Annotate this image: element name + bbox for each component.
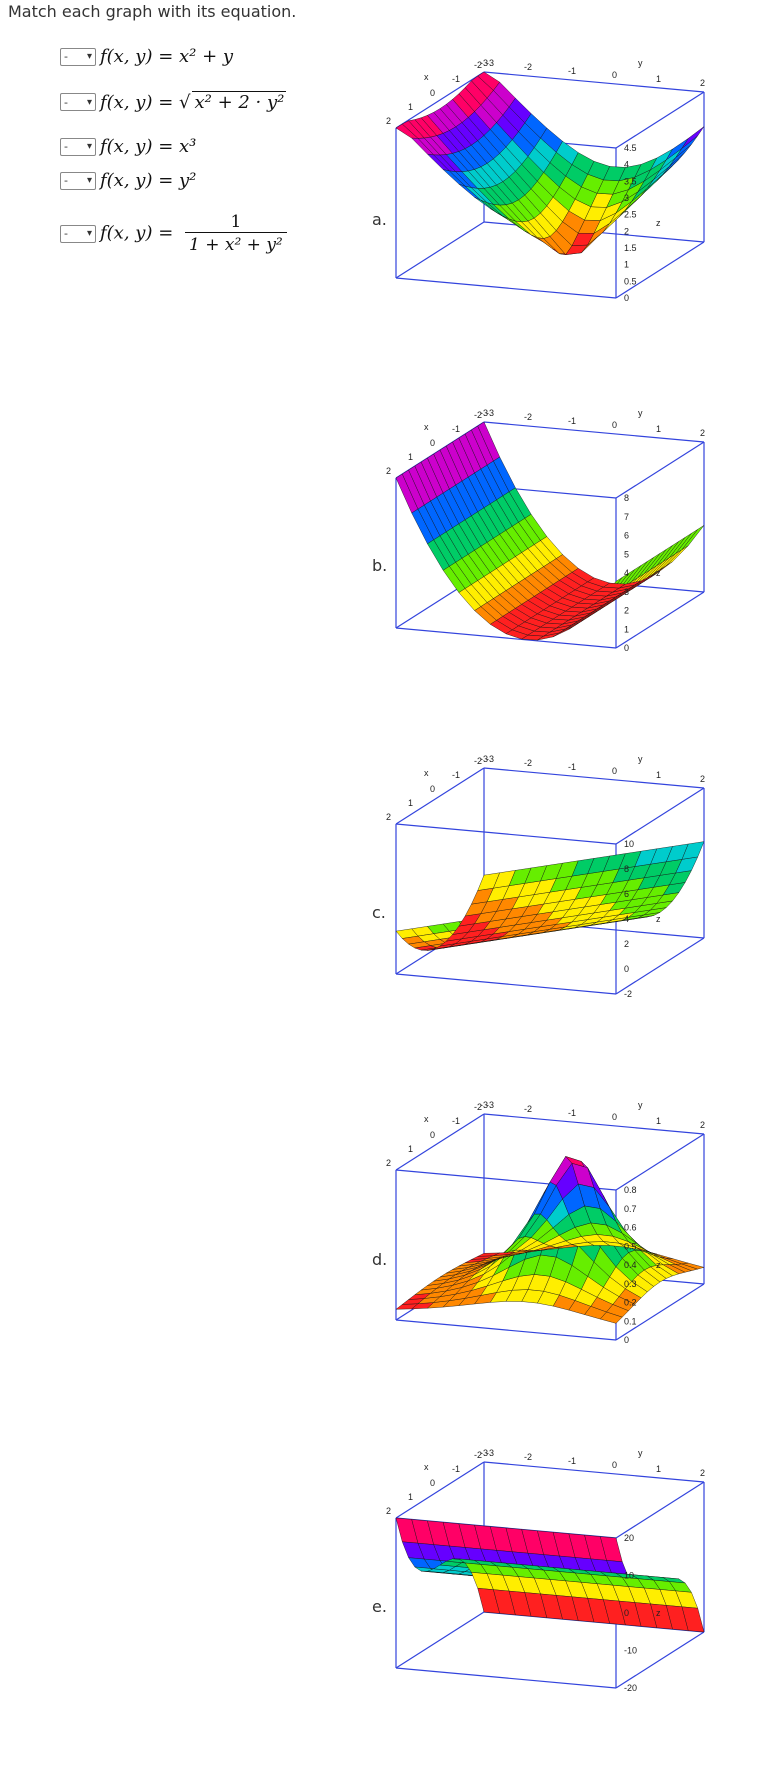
- z-tick-label: 3: [624, 193, 630, 203]
- equation-lhs: f(x, y) =: [100, 222, 179, 244]
- box-edge: [484, 422, 704, 442]
- y-axis-label: y: [638, 754, 643, 764]
- box-edge: [616, 442, 704, 498]
- z-tick-label: 0.7: [624, 1203, 637, 1214]
- surface-patch: [682, 127, 704, 149]
- box-edge: [396, 222, 484, 278]
- y-tick-label: 1: [656, 1464, 662, 1474]
- z-tick-label: 0: [624, 1608, 630, 1618]
- z-tick-label: -2: [624, 989, 633, 999]
- x-tick-label: 2: [386, 1506, 392, 1516]
- y-tick-label: -1: [568, 1108, 577, 1118]
- y-tick-label: 0: [612, 1460, 618, 1470]
- x-tick-label: 1: [408, 102, 414, 112]
- equation-rhs: y²: [179, 170, 197, 191]
- z-tick-label: 8: [624, 864, 630, 874]
- x-tick-label: -2: [474, 1102, 483, 1112]
- z-tick-label: 0: [624, 1335, 630, 1345]
- box-edge: [484, 1462, 704, 1482]
- z-tick-label: 0.5: [624, 1241, 637, 1252]
- z-tick-label: 2: [624, 226, 630, 237]
- y-tick-label: 2: [700, 1120, 706, 1130]
- z-tick-label: 2.5: [624, 209, 637, 220]
- corner-tick-label: -3: [486, 58, 495, 68]
- corner-tick-label: -3: [486, 1448, 495, 1458]
- z-tick-label: 0: [624, 293, 630, 303]
- y-tick-label: 1: [656, 1116, 662, 1126]
- z-tick-label: 0.1: [624, 1316, 637, 1327]
- x-tick-label: 1: [408, 1492, 414, 1502]
- chevron-down-icon: ▾: [86, 96, 92, 108]
- z-tick-label: 0.3: [624, 1278, 637, 1289]
- corner-tick-label: -3: [486, 1100, 495, 1110]
- y-tick-label: -3: [480, 754, 489, 764]
- x-tick-label: -1: [452, 1116, 461, 1126]
- z-tick-label: 0: [624, 643, 630, 653]
- z-tick-label: -20: [624, 1683, 638, 1693]
- box-edge: [396, 974, 616, 994]
- chevron-down-icon: ▾: [86, 51, 92, 62]
- y-axis-label: y: [638, 408, 643, 418]
- z-tick-label: 4: [624, 568, 630, 578]
- box-edge: [396, 278, 616, 298]
- box-edge: [484, 72, 704, 92]
- y-tick-label: 2: [700, 1468, 706, 1478]
- equation-lhs: f(x, y) =: [100, 92, 179, 113]
- equation-lhs: f(x, y) =: [100, 136, 179, 157]
- equation-1: [100, 46, 233, 67]
- chevron-down-icon: ▾: [86, 175, 92, 186]
- x-tick-label: -1: [452, 1464, 461, 1474]
- x-axis-label: x: [424, 1114, 429, 1124]
- match-select-5[interactable]: [60, 225, 96, 243]
- z-tick-label: 0.2: [624, 1297, 637, 1308]
- equation-3: [100, 136, 196, 157]
- box-edge: [616, 1482, 704, 1538]
- y-tick-label: -2: [524, 1104, 533, 1114]
- y-tick-label: 0: [612, 420, 618, 430]
- surface-graph-d: [386, 1100, 730, 1402]
- match-select-4[interactable]: [60, 172, 96, 190]
- x-tick-label: 1: [408, 798, 414, 808]
- z-tick-label: 10: [624, 1570, 635, 1581]
- y-tick-label: -3: [480, 408, 489, 418]
- z-tick-label: 0.8: [624, 1185, 637, 1195]
- x-tick-label: -2: [474, 60, 483, 70]
- y-tick-label: 1: [656, 770, 662, 780]
- equation-2: [100, 91, 286, 113]
- x-tick-label: 2: [386, 116, 392, 126]
- y-axis-label: y: [638, 58, 643, 68]
- surface-graph-c: [386, 754, 730, 1056]
- graph-letter-a: a.: [372, 210, 387, 229]
- z-tick-label: 3: [624, 586, 630, 597]
- y-tick-label: -3: [480, 1100, 489, 1110]
- box-edge: [484, 768, 704, 788]
- select-value: -: [64, 50, 68, 63]
- y-tick-label: -3: [480, 1448, 489, 1458]
- y-tick-label: -3: [480, 58, 489, 68]
- x-axis-label: x: [424, 422, 429, 432]
- chevron-down-icon: ▾: [86, 141, 92, 152]
- y-axis-label: y: [638, 1448, 643, 1458]
- x-tick-label: 0: [430, 1478, 436, 1488]
- y-tick-label: -2: [524, 1452, 533, 1462]
- x-tick-label: -1: [452, 424, 461, 434]
- z-axis-label: z: [656, 568, 661, 578]
- equation-row-4: [60, 170, 196, 191]
- z-tick-label: 3.5: [624, 176, 637, 187]
- z-tick-label: 20: [624, 1533, 635, 1543]
- surface-graph-e: [386, 1448, 730, 1760]
- y-tick-label: 0: [612, 70, 618, 80]
- z-tick-label: 4.5: [624, 143, 637, 153]
- question-text: Match each graph with its equation.: [8, 2, 297, 21]
- y-tick-label: 1: [656, 74, 662, 84]
- equation-row-5: [60, 212, 287, 255]
- x-tick-label: 0: [430, 1130, 436, 1140]
- fraction: [185, 212, 287, 255]
- z-axis-label: z: [656, 218, 661, 228]
- equation-lhs: f(x, y) =: [100, 170, 179, 191]
- box-edge: [396, 768, 484, 824]
- equation-row-3: [60, 136, 196, 157]
- equation-5: [100, 212, 287, 255]
- chevron-down-icon: ▾: [86, 228, 92, 239]
- x-tick-label: -2: [474, 410, 483, 420]
- x-tick-label: 2: [386, 466, 392, 476]
- box-edge: [396, 1612, 484, 1668]
- surface-graph-b: [386, 408, 730, 710]
- x-tick-label: 1: [408, 452, 414, 462]
- x-tick-label: 0: [430, 784, 436, 794]
- y-tick-label: -2: [524, 62, 533, 72]
- y-tick-label: -1: [568, 416, 577, 426]
- x-tick-label: -2: [474, 1450, 483, 1460]
- graph-letter-e: e.: [372, 1597, 387, 1616]
- equation-rhs: x² + 2 · y²: [194, 92, 285, 113]
- z-tick-label: 2: [624, 939, 630, 949]
- corner-tick-label: -3: [486, 408, 495, 418]
- z-tick-label: 8: [624, 493, 630, 503]
- graph-letter-c: c.: [372, 903, 386, 922]
- box-edge: [484, 1114, 704, 1134]
- box-edge: [396, 1668, 616, 1688]
- z-tick-label: 6: [624, 530, 630, 541]
- box-edge: [616, 788, 704, 844]
- z-tick-label: 5: [624, 549, 630, 560]
- z-tick-label: 0.5: [624, 276, 637, 287]
- graph-letter-b: b.: [372, 556, 388, 575]
- y-axis-label: y: [638, 1100, 643, 1110]
- y-tick-label: 2: [700, 774, 706, 784]
- z-axis-label: z: [656, 914, 661, 924]
- z-tick-label: 1.5: [624, 243, 637, 253]
- x-tick-label: -2: [474, 756, 483, 766]
- x-tick-label: 2: [386, 812, 392, 822]
- y-tick-label: -1: [568, 1456, 577, 1466]
- z-tick-label: 2: [624, 605, 630, 616]
- z-tick-label: 1: [624, 259, 630, 270]
- select-value: -: [64, 140, 68, 153]
- select-value: -: [64, 174, 68, 187]
- y-tick-label: 0: [612, 1112, 618, 1122]
- fraction-numerator: 1: [230, 212, 242, 232]
- y-tick-label: 1: [656, 424, 662, 434]
- z-axis-label: z: [656, 1260, 661, 1270]
- box-edge: [396, 1320, 616, 1340]
- z-tick-label: 6: [624, 889, 630, 899]
- sqrt-symbol: √: [179, 92, 191, 113]
- box-edge: [616, 938, 704, 994]
- z-tick-label: -10: [624, 1645, 638, 1656]
- corner-tick-label: -3: [486, 754, 495, 764]
- z-tick-label: 4: [624, 914, 630, 924]
- y-tick-label: 0: [612, 766, 618, 776]
- y-tick-label: -1: [568, 762, 577, 772]
- y-tick-label: 2: [700, 78, 706, 88]
- equation-rhs: x³: [179, 136, 197, 157]
- match-select-2[interactable]: [60, 93, 96, 111]
- y-tick-label: -2: [524, 412, 533, 422]
- surface-graph-a: [386, 58, 730, 360]
- z-tick-label: 10: [624, 839, 635, 849]
- z-tick-label: 4: [624, 159, 630, 170]
- z-axis-label: z: [656, 1608, 661, 1618]
- x-tick-label: -1: [452, 74, 461, 84]
- box-edge: [616, 1632, 704, 1688]
- y-tick-label: -2: [524, 758, 533, 768]
- z-tick-label: 1: [624, 624, 630, 635]
- match-select-3[interactable]: [60, 138, 96, 156]
- x-axis-label: x: [424, 72, 429, 82]
- box-edge: [616, 592, 704, 648]
- y-tick-label: -1: [568, 66, 577, 76]
- x-tick-label: 0: [430, 88, 436, 98]
- select-value: -: [64, 95, 68, 109]
- fraction-denominator: 1 + x² + y²: [185, 232, 287, 255]
- equation-lhs: f(x, y) =: [100, 46, 179, 67]
- z-tick-label: 0: [624, 964, 630, 974]
- x-tick-label: 2: [386, 1158, 392, 1168]
- box-edge: [396, 1114, 484, 1170]
- x-axis-label: x: [424, 1462, 429, 1472]
- equation-row-1: [60, 46, 233, 67]
- select-value: -: [64, 227, 68, 240]
- graph-letter-d: d.: [372, 1250, 388, 1269]
- equation-rhs: x² + y: [179, 46, 234, 67]
- box-edge: [616, 1134, 704, 1190]
- z-tick-label: 0.6: [624, 1222, 637, 1233]
- x-tick-label: -1: [452, 770, 461, 780]
- z-tick-label: 7: [624, 511, 630, 522]
- match-select-1[interactable]: [60, 48, 96, 66]
- equation-4: [100, 170, 196, 191]
- box-edge: [396, 1462, 484, 1518]
- box-edge: [396, 824, 616, 844]
- x-tick-label: 1: [408, 1144, 414, 1154]
- equation-row-2: [60, 91, 286, 113]
- x-axis-label: x: [424, 768, 429, 778]
- z-tick-label: 0.4: [624, 1260, 637, 1270]
- y-tick-label: 2: [700, 428, 706, 438]
- x-tick-label: 0: [430, 438, 436, 448]
